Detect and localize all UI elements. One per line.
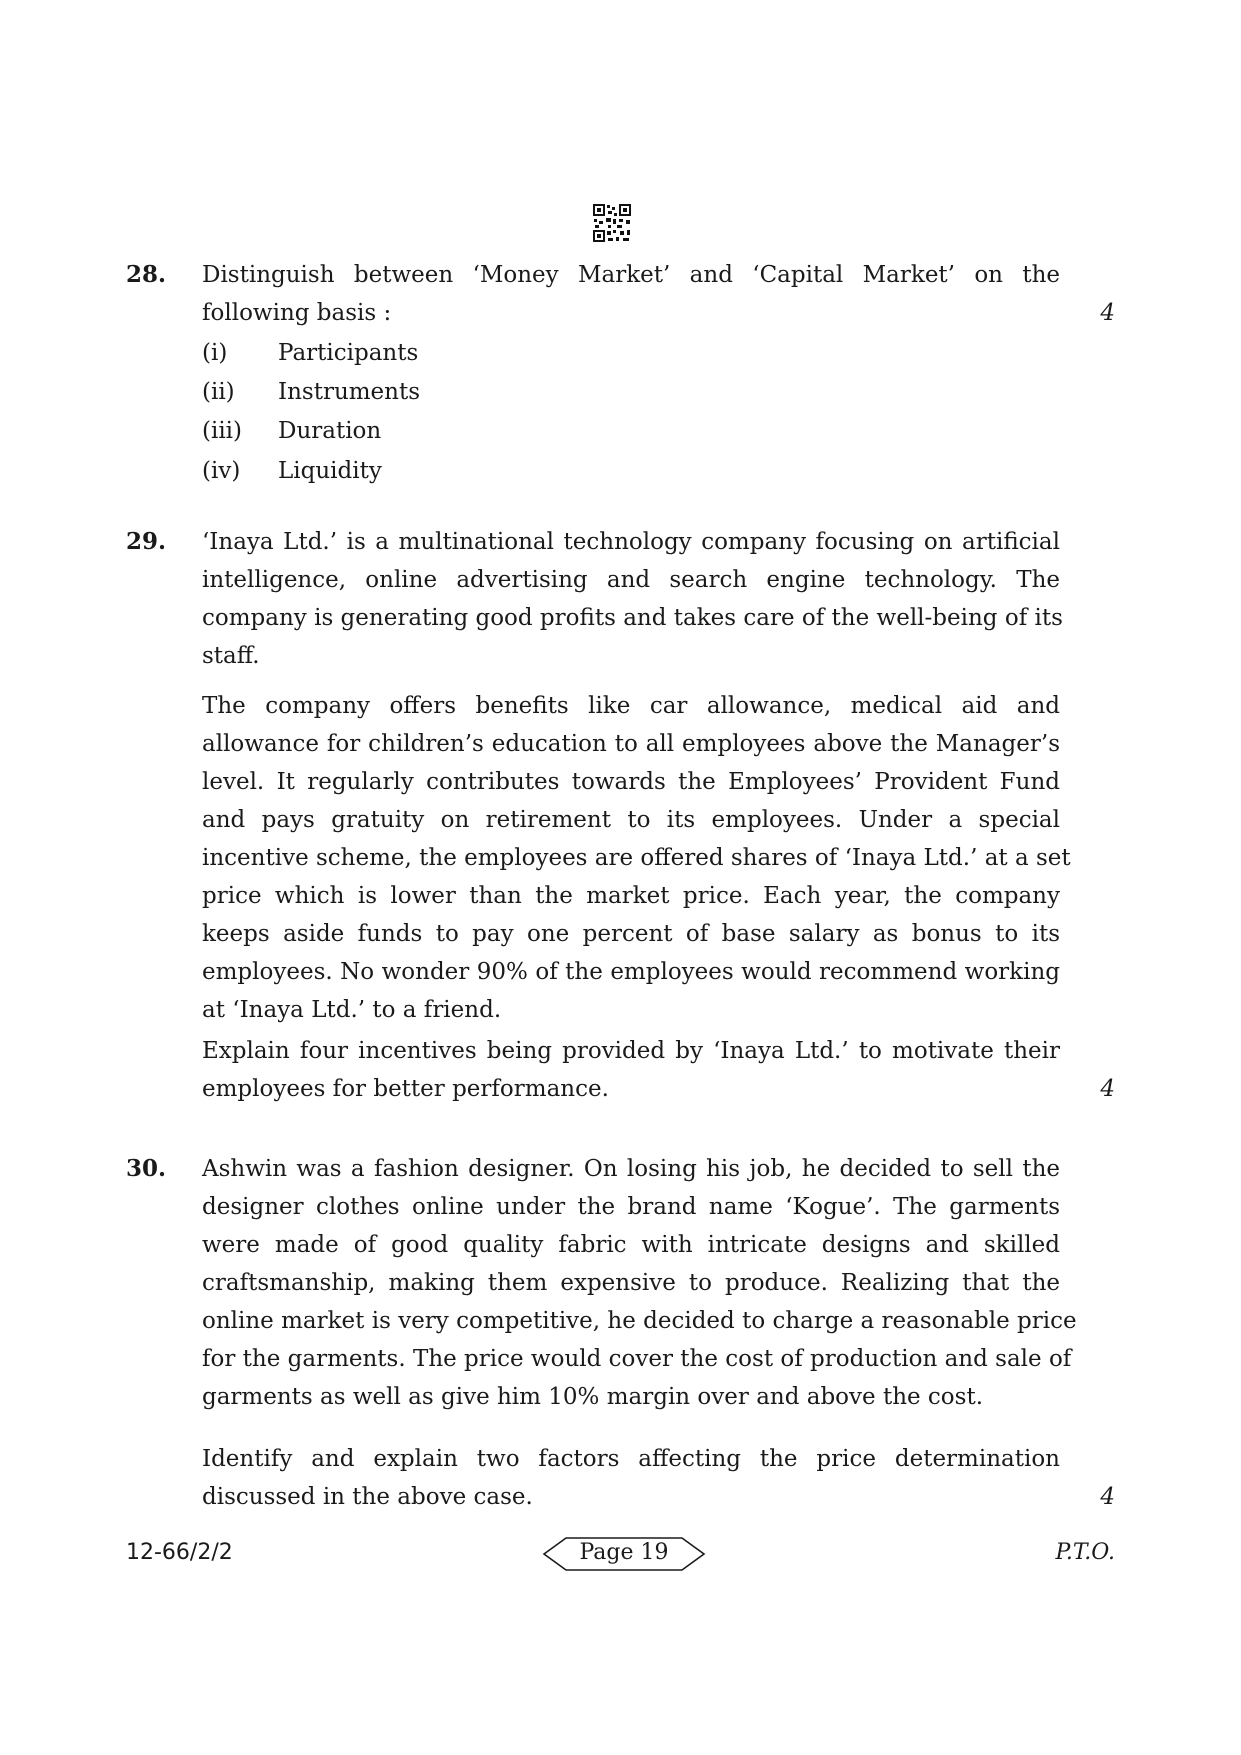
qr-code-icon: [592, 203, 632, 243]
question-text-line: Distinguish between ‘Money Market’ and ‘Capital Market’ on the: [202, 262, 1060, 288]
question-text-line: craftsmanship, making them expensive to produce. Realizing that the: [202, 1270, 1060, 1296]
question-text-line: were made of good quality fabric with intricate designs and skilled: [202, 1232, 1060, 1258]
option-item: [202, 452, 382, 490]
page-number-badge: [542, 1536, 706, 1572]
question-text-line: discussed in the above case.: [202, 1484, 533, 1510]
option-text: Liquidity: [278, 458, 382, 484]
question-text-line: at ‘Inaya Ltd.’ to a friend.: [202, 997, 502, 1023]
question-number: 28.: [126, 261, 167, 288]
option-text: Duration: [278, 418, 382, 444]
pto-label: P.T.O.: [1055, 1540, 1115, 1565]
option-numeral: (ii): [202, 379, 235, 405]
question-text-line: staff.: [202, 643, 260, 669]
question-text-line: ‘Inaya Ltd.’ is a multinational technology company focusing on artificial: [202, 529, 1060, 555]
question-text-line: keeps aside funds to pay one percent of base salary as bonus to its: [202, 921, 1060, 947]
question-paragraph: [202, 1150, 1077, 1416]
question-text-line: online market is very competitive, he decided to charge a reasonable price: [202, 1308, 1077, 1334]
question-text-line: Identify and explain two factors affecting the price determination: [202, 1446, 1060, 1472]
question-text-line: price which is lower than the market price. Each year, the company: [202, 883, 1060, 909]
question-text-line: for the garments. The price would cover the cost of production and sale of: [202, 1346, 1072, 1372]
question-text-line: and pays gratuity on retirement to its employees. Under a special: [202, 807, 1060, 833]
question-text-line: designer clothes online under the brand name ‘Kogue’. The garments: [202, 1194, 1060, 1220]
question-text-line: Ashwin was a fashion designer. On losing his job, he decided to sell the: [202, 1156, 1060, 1182]
question-text-line: garments as well as give him 10% margin over and above the cost.: [202, 1384, 984, 1410]
paper-code: 12-66/2/2: [126, 1540, 233, 1565]
option-text: Instruments: [278, 379, 421, 405]
question-text-line: following basis :: [202, 300, 392, 326]
question-text-line: level. It regularly contributes towards the Employees’ Provident Fund: [202, 769, 1060, 795]
question-instruction: [202, 1032, 1060, 1108]
question-text-line: employees for better performance.: [202, 1076, 609, 1102]
option-numeral: (iii): [202, 418, 243, 444]
question-text-line: Explain four incentives being provided by ‘Inaya Ltd.’ to motivate their: [202, 1038, 1060, 1064]
question-text-line: The company offers benefits like car allowance, medical aid and: [202, 693, 1060, 719]
option-item: [202, 373, 420, 411]
question-text: [202, 256, 1060, 332]
marks-label: 4: [1100, 1076, 1115, 1102]
question-paragraph: [202, 687, 1071, 1029]
question-text-line: company is generating good profits and takes care of the well-being of its: [202, 605, 1063, 631]
page-number: Page 19: [579, 1540, 669, 1565]
question-text-line: incentive scheme, the employees are offered shares of ‘Inaya Ltd.’ at a set: [202, 845, 1071, 871]
option-item: [202, 412, 381, 450]
option-item: [202, 334, 418, 372]
question-text-line: allowance for children’s education to all employees above the Manager’s: [202, 731, 1060, 757]
marks-label: 4: [1100, 300, 1115, 326]
question-instruction: [202, 1440, 1060, 1516]
question-number: 29.: [126, 528, 167, 555]
question-paragraph: [202, 523, 1063, 675]
option-numeral: (iv): [202, 458, 241, 484]
marks-label: 4: [1100, 1484, 1115, 1510]
option-numeral: (i): [202, 340, 228, 366]
option-text: Participants: [278, 340, 419, 366]
question-text-line: intelligence, online advertising and search engine technology. The: [202, 567, 1060, 593]
question-number: 30.: [126, 1155, 167, 1182]
question-text-line: employees. No wonder 90% of the employees would recommend working: [202, 959, 1060, 985]
